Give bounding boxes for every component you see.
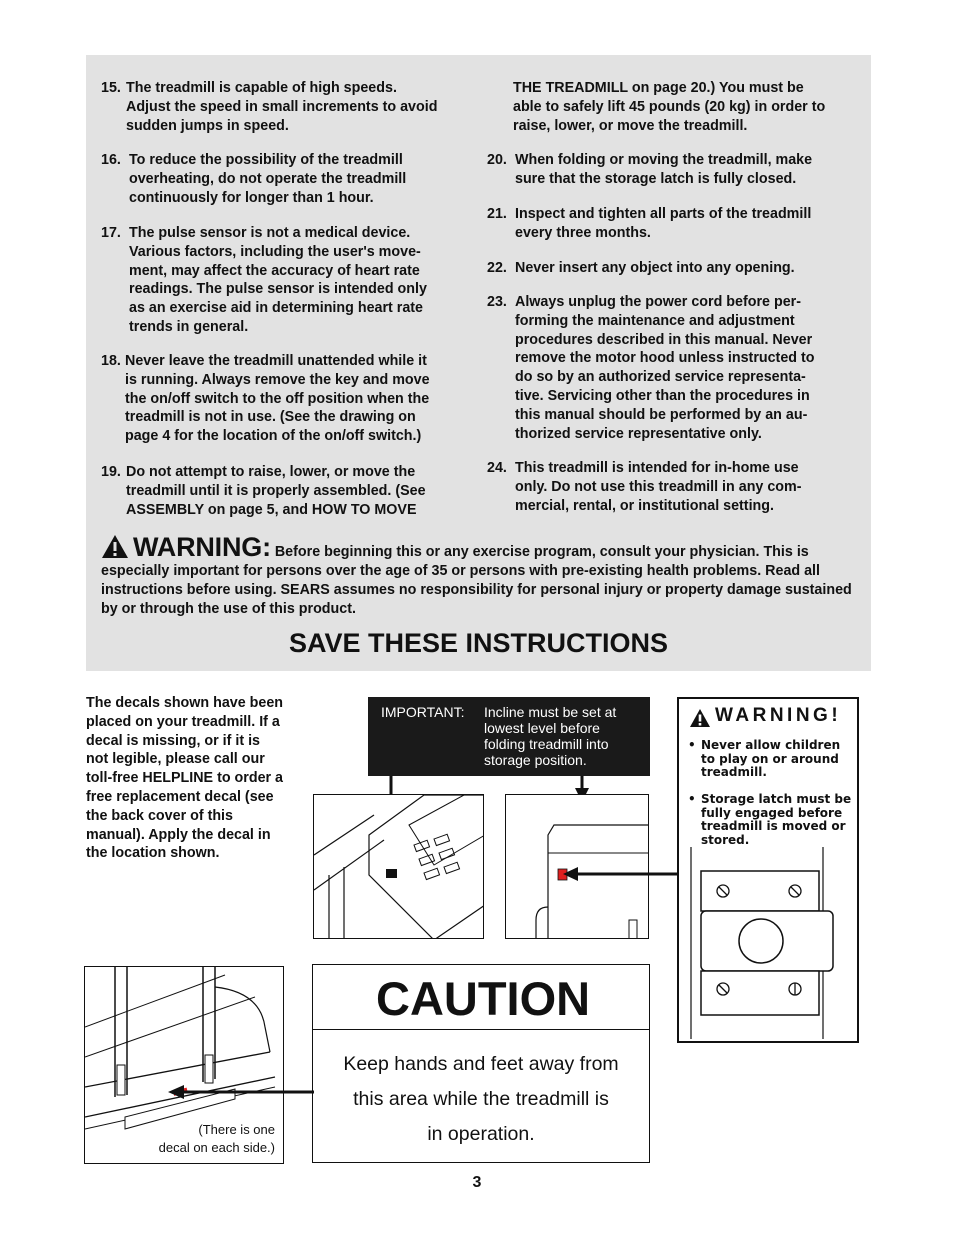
side-rail-illustration <box>84 966 284 1164</box>
warning-decal-title: WARNING! <box>715 705 842 726</box>
caution-text: Keep hands and feet away from this area while the treadmill is in operation. <box>343 1053 619 1145</box>
storage-latch-drawing <box>679 847 857 1047</box>
save-instructions-heading: SAVE THESE INSTRUCTIONS <box>288 628 669 658</box>
important-decal <box>368 697 650 776</box>
console-drawing <box>314 795 484 939</box>
caution-arrow <box>164 1082 314 1102</box>
console-illustration-left <box>313 794 484 939</box>
warning-decal: WARNING! • Never allow children to play on or around treadmill. • Storage latch must be fully engaged before treadmill is moved or stored. <box>677 697 859 1043</box>
warning-triangle-icon <box>101 534 129 559</box>
caution-title: CAUTION <box>376 972 591 1025</box>
side-note: (There is one decal on each side.) <box>158 1122 275 1155</box>
important-label: IMPORTANT: <box>381 704 465 720</box>
decal-intro-text: The decals shown have been placed on your treadmill. If a decal is missing, or if it is not legible, please call our toll-free HELPLINE to order a free replacement decal (see the back cover of this manual). Apply the decal in the location shown. <box>86 695 284 862</box>
warning-text: Before beginning this or any exercise program, consult your physician. This is especially important for persons over the age of 35 or persons with pre-existing health problems. Read all instructions before using. SEARS assumes no responsibility for personal injury or property damage sustained by or through the use of this product. <box>101 544 852 617</box>
caution-decal <box>312 964 650 1163</box>
warning-title: WARNING: <box>132 532 271 562</box>
caution-title-bar <box>313 965 649 1030</box>
warning-triangle-icon <box>689 708 711 728</box>
latch-arrow <box>560 864 680 884</box>
warning-paragraph <box>101 534 861 619</box>
important-text: Incline must be set at lowest level before folding treadmill into storage position. <box>484 704 617 768</box>
page-number: 3 <box>472 1174 482 1191</box>
